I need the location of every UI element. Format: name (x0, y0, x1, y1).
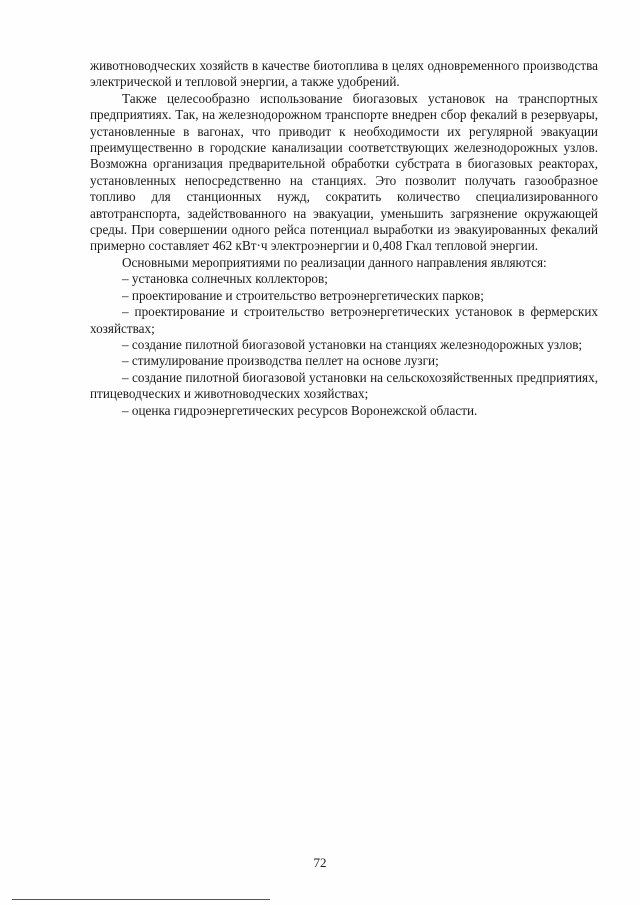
list-item: – установка солнечных коллекторов; (122, 271, 328, 287)
list-item: – оценка гидроэнергетических ресурсов Воронежской области. (122, 402, 478, 418)
list-item: – проектирование и строительство ветроэнергетических парков; (122, 287, 484, 303)
body-text (90, 58, 598, 419)
list-item: – стимулирование производства пеллет на основе лузги; (122, 353, 439, 369)
paragraph-measures-intro: Основными мероприятиями по реализации данного направления являются: (122, 254, 547, 270)
page-number: 72 (313, 855, 327, 870)
paragraph-biogas-transport: Также целесообразно использование биогазовых установок на транспортных предприятиях. Так, на железнодорожном транспорте внедрен сбор фекалий в резервуары, установленные в вагонах, что приводит к необходимости их регулярной эвакуации преимущественно в городские канализации соответствующих железнодорожных узлов. Возможна организация предварительной обработки субстрата в биогазовых реакторах, установленных непосредственно на станциях. Это позволит получать газообразное топливо для станционных нужд, сократить количество специализированного автотранспорта, задействованного на эвакуации, уменьшить загрязнение окружающей среды. При совершении одного рейса потенциал выработки из эвакуированных фекалий примерно составляет 462 кВт·ч электроэнергии и 0,408 Гкал тепловой энергии. (90, 90, 598, 254)
bottom-divider (12, 899, 270, 900)
paragraph-continuation: животноводческих хозяйств в качестве биотоплива в целях одновременного производства электрической и тепловой энергии, а также удобрений. (90, 58, 598, 90)
list-item: – создание пилотной биогазовой установки на сельскохозяйственных предприятиях, птицеводческих и животноводческих хозяйствах; (90, 369, 598, 402)
list-item: – проектирование и строительство ветроэнергетических установок в фермерских хозяйствах; (90, 304, 598, 336)
list-item: – создание пилотной биогазовой установки на станциях железнодорожных узлов; (122, 336, 583, 352)
